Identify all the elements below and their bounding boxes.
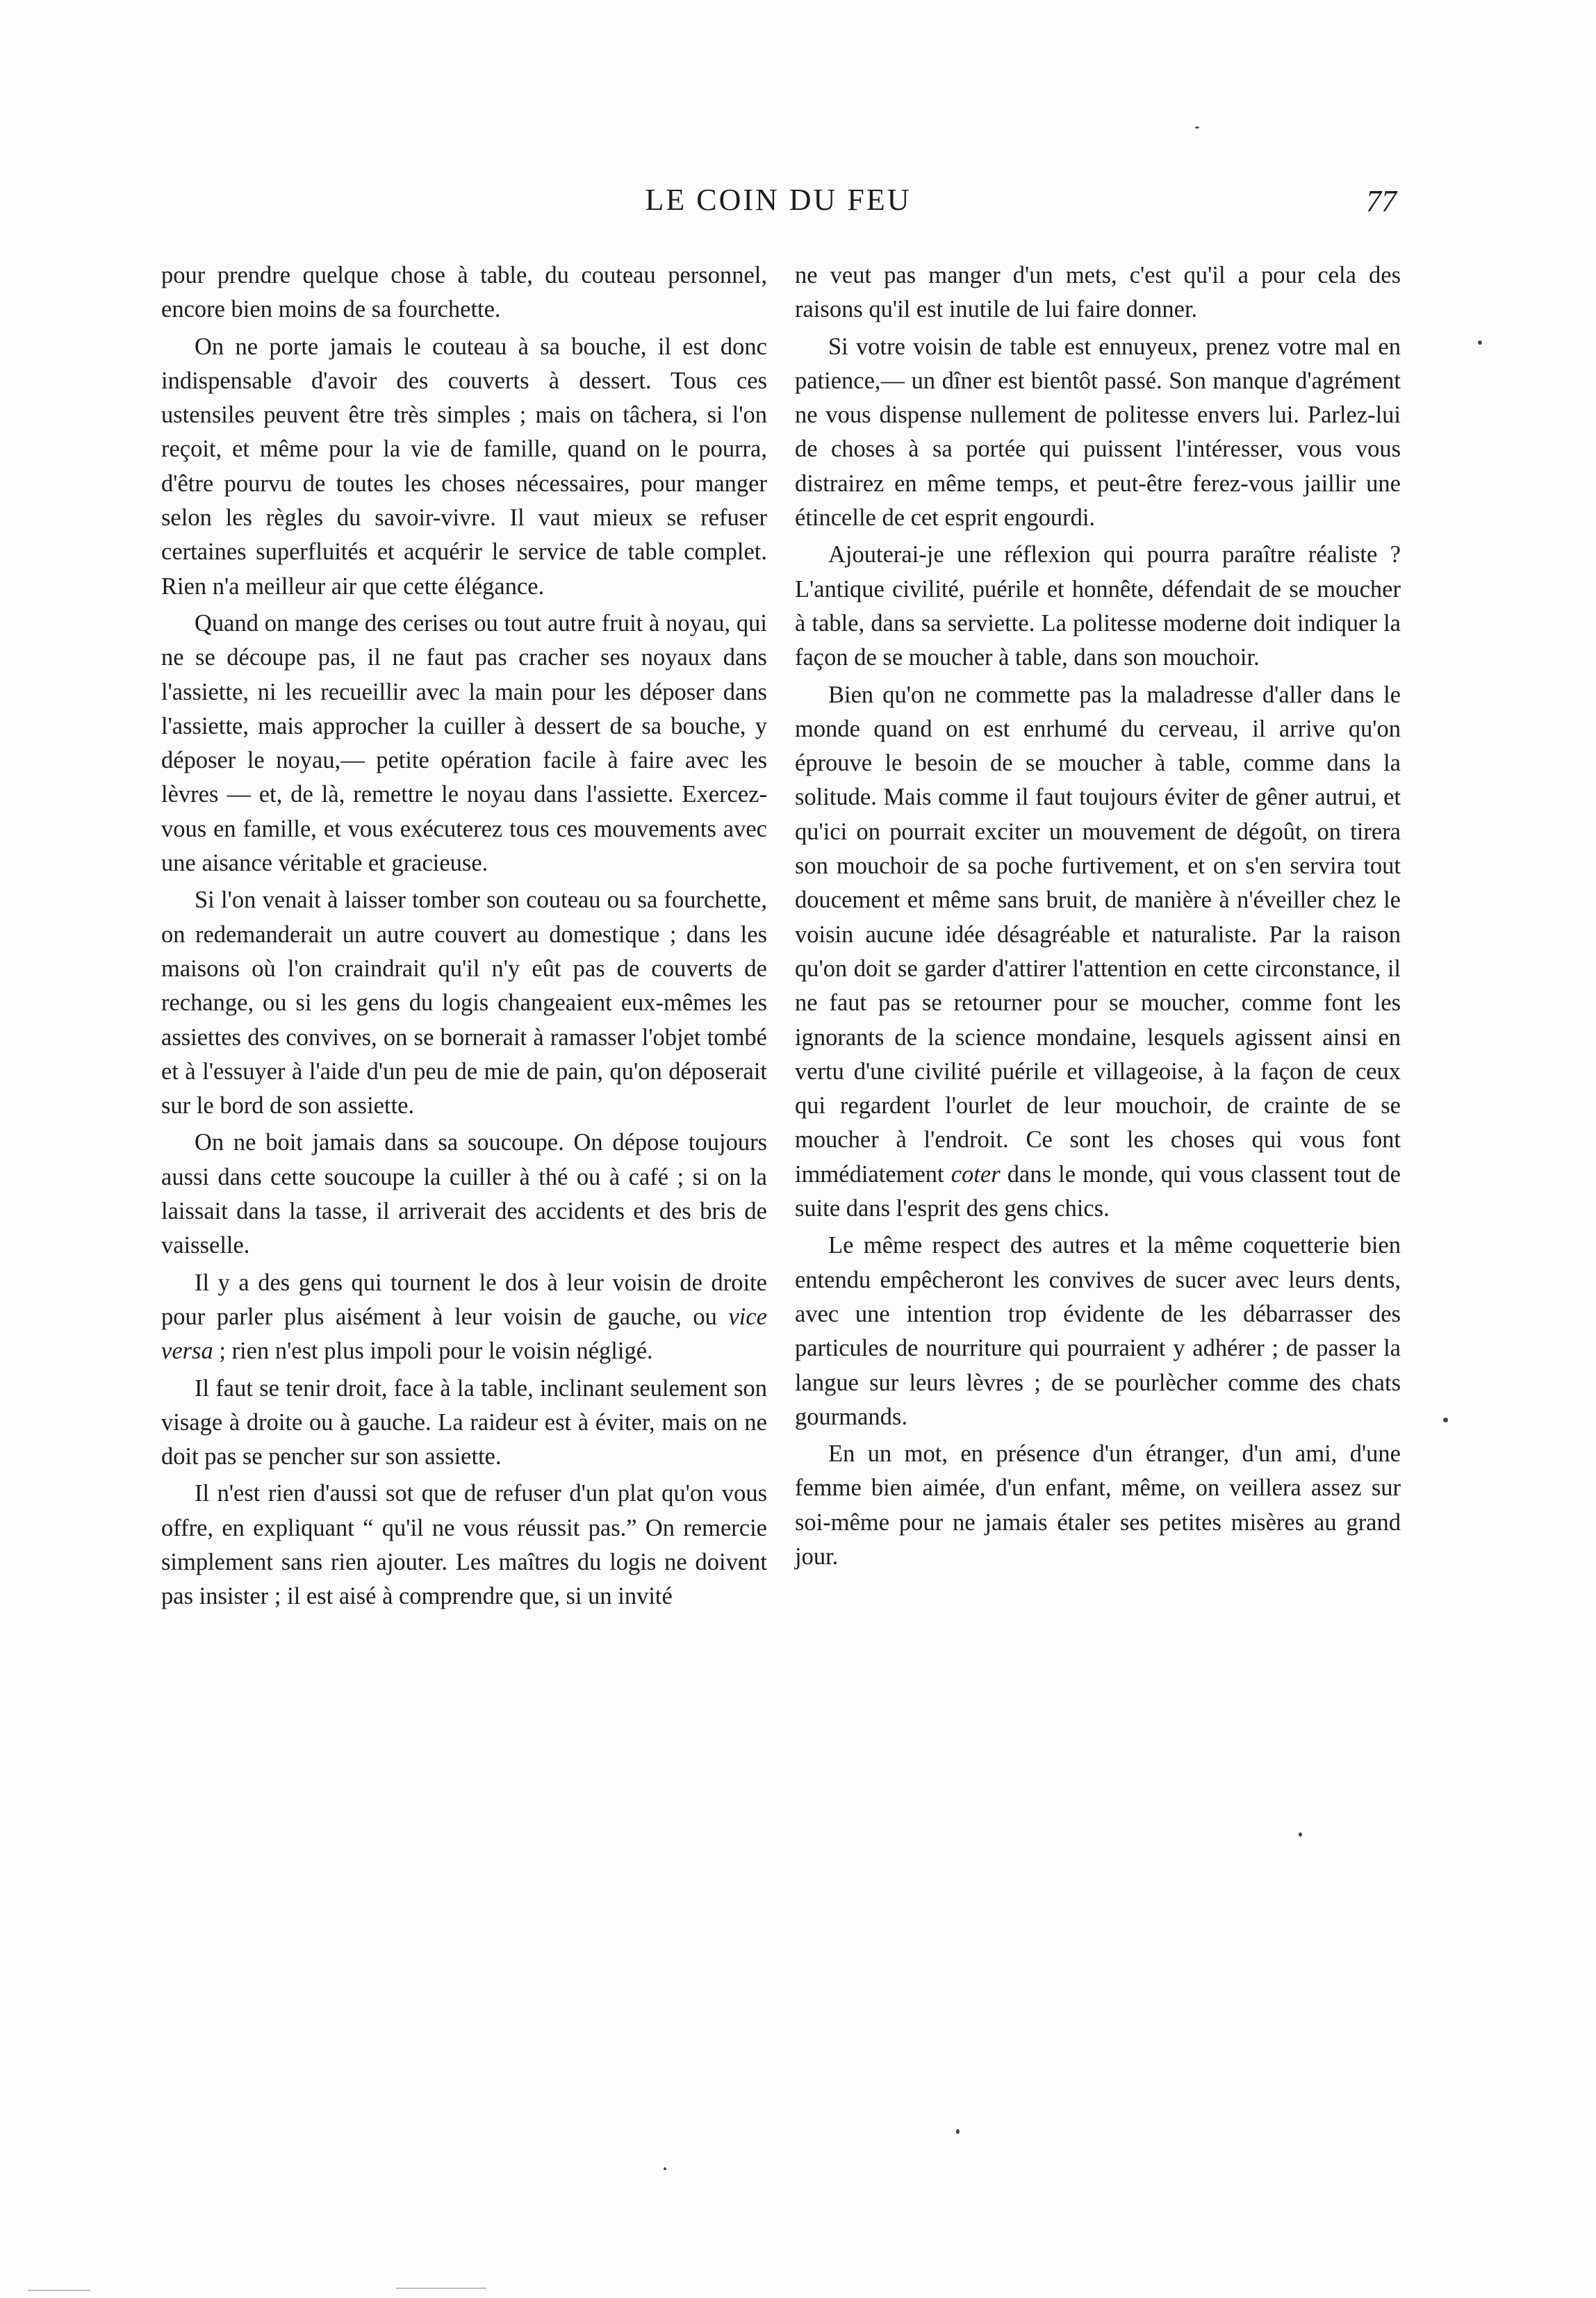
right-text-column bbox=[795, 258, 1401, 1574]
italic-phrase: coter bbox=[951, 1160, 1001, 1188]
scan-speck bbox=[1478, 340, 1482, 345]
paragraph: Si l'on venait à laisser tomber son couteau ou sa fourchette, on redemanderait un autre couvert au domestique ; dans les maisons où l'on craindrait qu'il n'y eût pas de couverts de rechange, ou si les gens du logis changeaient eux-mêmes les assiettes des convives, on se bornerait à ramasser l'objet tombé et à l'essuyer à l'aide d'un peu de mie de pain, qu'on déposerait sur le bord de son assiette. bbox=[161, 887, 767, 1119]
scan-speck bbox=[1195, 126, 1199, 129]
paragraph: Quand on mange des cerises ou tout autre fruit à noyau, qui ne se découpe pas, il ne faut pas cracher ses noyaux dans l'assiette, ni les recueillir avec la main pour les déposer dans l'assiette, mais approcher la cuiller à dessert de sa bouche, y déposer le noyau,— petite opération facile à faire avec les lèvres — et, de là, remettre le noyau dans l'assiette. Exercez-vous en famille, et vous exécuterez tous ces mouvements avec une aisance véritable et gracieuse. bbox=[161, 609, 767, 877]
paragraph: Il y a des gens qui tournent le dos à leur voisin de droite pour parler plus aisément à leur voisin de gauche, ou vice versa ; rien n'est plus impoli pour le voisin négligé. bbox=[161, 1269, 767, 1365]
scan-speck bbox=[664, 2167, 666, 2170]
paragraph: On ne boit jamais dans sa soucoupe. On dépose toujours aussi dans cette soucoupe la cuiller à thé ou à café ; si on la laissait dans la tasse, il arriverait des accidents et des bris de vaisselle. bbox=[161, 1129, 767, 1259]
scan-edge-mark bbox=[396, 2288, 486, 2289]
scan-speck bbox=[1443, 1418, 1448, 1422]
paragraph: En un mot, en présence d'un étranger, d'un ami, d'une femme bien aimée, d'un enfant, même, on veillera assez sur soi-même pour ne jamais étaler ses petites misères au grand jour. bbox=[795, 1441, 1401, 1570]
italic-phrase: vice versa bbox=[161, 1303, 767, 1365]
running-header bbox=[160, 182, 1397, 231]
paragraph: Le même respect des autres et la même coquetterie bien entendu empêcheront les convives de sucer avec leurs dents, avec une intention trop évidente de les débarrasser des particules de nourriture qui pourraient y adhérer ; de passer la langue sur leurs lèvres ; de se pourlècher comme des chats gourmands. bbox=[795, 1232, 1401, 1430]
paragraph: On ne porte jamais le couteau à sa bouche, il est donc indispensable d'avoir des couverts à dessert. Tous ces ustensiles peuvent être très simples ; mais on tâchera, si l'on reçoit, et même pour la vie de famille, quand on le pourra, d'être pourvu de toutes les choses nécessaires, pour manger selon les règles du savoir-vivre. Il vaut mieux se refuser certaines superfluités et acquérir le service de table complet. Rien n'a meilleur air que cette élégance. bbox=[161, 333, 767, 600]
page-title: LE COIN DU FEU bbox=[645, 183, 912, 217]
left-text-column bbox=[161, 258, 767, 1614]
paragraph: Si votre voisin de table est ennuyeux, prenez votre mal en patience,— un dîner est bientôt passé. Son manque d'agrément ne vous dispense nullement de politesse envers lui. Parlez-lui de choses à sa portée qui puissent l'intéresser, vous vous distrairez en même temps, et peut-être ferez-vous jaillir une étincelle de cet esprit engourdi. bbox=[795, 333, 1401, 532]
scan-edge-mark bbox=[28, 2290, 90, 2291]
paragraph: Il faut se tenir droit, face à la table, inclinant seulement son visage à droite ou à gauche. La raideur est à éviter, mais on ne doit pas se pencher sur son assiette. bbox=[161, 1374, 767, 1470]
paragraph: Ajouterai-je une réflexion qui pourra paraître réaliste ? L'antique civilité, puérile et honnête, défendait de se moucher à table, dans sa serviette. La politesse moderne doit indiquer la façon de se moucher à table, dans son mouchoir. bbox=[795, 541, 1401, 671]
paragraph: pour prendre quelque chose à table, du couteau personnel, encore bien moins de sa fourchette. bbox=[161, 262, 767, 323]
page-number: 77 bbox=[1366, 184, 1397, 218]
scan-speck bbox=[1299, 1832, 1302, 1837]
paragraph: ne veut pas manger d'un mets, c'est qu'il a pour cela des raisons qu'il est inutile de lui faire donner. bbox=[795, 262, 1401, 323]
scan-speck bbox=[956, 2129, 960, 2134]
paragraph: Bien qu'on ne commette pas la maladresse d'aller dans le monde quand on est enrhumé du cerveau, il arrive qu'on éprouve le besoin de se moucher à table, comme dans la solitude. Mais comme il faut toujours éviter de gêner autrui, et qu'ici on pourrait exciter un mouvement de dégoût, on tirera son mouchoir de sa poche furtivement, et on s'en servira tout doucement et même sans bruit, de manière à n'éveiller chez le voisin aucune idée désagréable et naturaliste. Par la raison qu'on doit se garder d'attirer l'attention en cette circonstance, il ne faut pas se retourner pour se moucher, comme font les ignorants de la science mondaine, lesquels agissent ainsi en vertu d'une civilité puérile et villageoise, à la façon de ceux qui regardent l'ourlet de leur mouchoir, de crainte de se moucher à l'endroit. Ce sont les choses qui vous font immédiatement coter dans le monde, qui vous classent tout de suite dans l'esprit des gens chics. bbox=[795, 681, 1401, 1222]
paragraph: Il n'est rien d'aussi sot que de refuser d'un plat qu'on vous offre, en expliquant “ qu'il ne vous réussit pas.” On remercie simplement sans rien ajouter. Les maîtres du logis ne doivent pas insister ; il est aisé à comprendre que, si un invité bbox=[161, 1480, 767, 1610]
